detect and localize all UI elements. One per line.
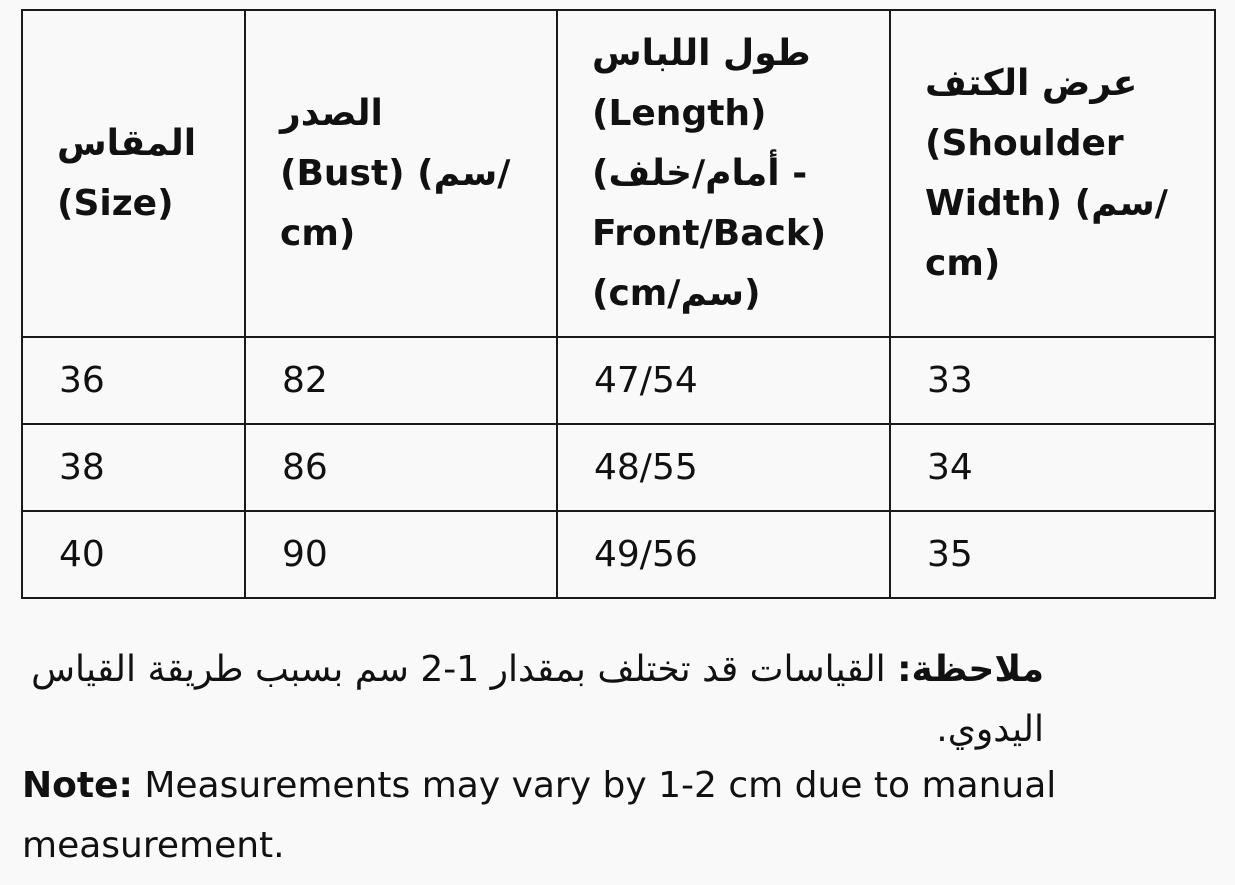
note-english-label: Note: <box>22 765 133 806</box>
cell-size: 38 <box>22 424 245 511</box>
header-bust-line: الصدر <box>280 92 383 134</box>
header-length-line: (cm/سم) <box>592 272 761 314</box>
header-length-line: (أمام/خلف - <box>592 152 808 194</box>
header-shoulder-width <box>890 10 1215 337</box>
table-row <box>22 511 1215 598</box>
header-bust-line: (Bust) (سم/ <box>280 152 511 194</box>
header-length <box>557 10 890 337</box>
header-length-line: (Length) <box>592 92 767 134</box>
note-arabic-text: القياسات قد تختلف بمقدار 1-2 سم بسبب طريقة القياس اليدوي. <box>31 649 1044 750</box>
note-arabic <box>22 640 1044 760</box>
table-row <box>22 424 1215 511</box>
note-english-text: Measurements may vary by 1-2 cm due to manual measurement. <box>22 765 1057 866</box>
header-shoulder-line: عرض الكتف <box>925 62 1138 104</box>
cell-length: 49/56 <box>557 511 890 598</box>
size-chart-table <box>21 9 1216 599</box>
cell-shoulder: 35 <box>890 511 1215 598</box>
header-size-line: (Size) <box>57 182 174 224</box>
header-length-line: Front/Back) <box>592 212 827 254</box>
cell-length: 48/55 <box>557 424 890 511</box>
cell-shoulder: 34 <box>890 424 1215 511</box>
measurement-note <box>22 640 1212 876</box>
cell-bust: 82 <box>245 337 557 424</box>
table-row <box>22 337 1215 424</box>
cell-shoulder: 33 <box>890 337 1215 424</box>
note-arabic-label: ملاحظة: <box>897 649 1044 690</box>
cell-size: 36 <box>22 337 245 424</box>
table-header-row <box>22 10 1215 337</box>
header-length-line: طول اللباس <box>592 32 811 74</box>
cell-bust: 86 <box>245 424 557 511</box>
header-bust <box>245 10 557 337</box>
header-size-line: المقاس <box>57 122 197 164</box>
cell-size: 40 <box>22 511 245 598</box>
cell-bust: 90 <box>245 511 557 598</box>
header-bust-line: cm) <box>280 212 356 254</box>
header-shoulder-line: (Shoulder <box>925 122 1124 164</box>
note-english <box>22 756 1212 876</box>
header-size <box>22 10 245 337</box>
header-shoulder-line: cm) <box>925 242 1001 284</box>
header-shoulder-line: Width) (سم/ <box>925 182 1168 224</box>
cell-length: 47/54 <box>557 337 890 424</box>
